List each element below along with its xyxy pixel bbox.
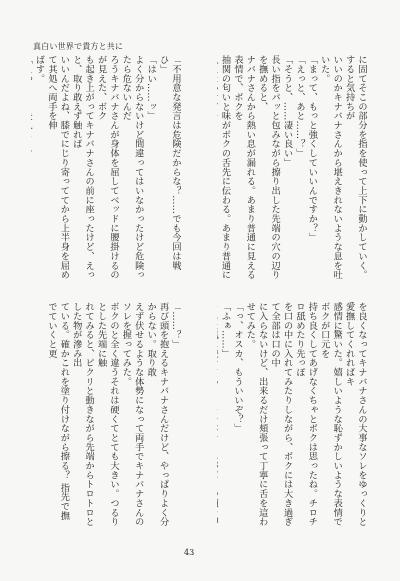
vertical-paragraph-left-top: 「不用意な発言は危険だからな？……でも今回は戦ひ」 「はい……ッ」 よく分からないけど間違ってはいなかったけど危険ったら危ないんだ ろうキナバナさんが身体を屈してベッドに腰掛けるのが見えた、ボク も起き上がってキナバナさんの前に座ったけど、えっと、取り敢えず触れば いいんだよね、膝でにじり寄っててから上半身を屈めて其処へ両手を伸 ばす。	[33, 55, 181, 280]
text-block-left-bottom	[31, 302, 181, 528]
running-header: 真白い世界で貴方と共に	[33, 42, 124, 51]
text-block-left-top	[31, 55, 181, 281]
text-block-right-top	[217, 55, 367, 281]
text-block-right-bottom	[217, 302, 367, 528]
vertical-paragraph-right-top: に固てそこの部分を指を使って上下に動かしていく。すると気持ちが いいのかキナバナさんから堪えきれないような息を吐いた。 「まって、もっと強くしていいんですか？」 「えっと、あと……？」 「そうと、……凄い良い」 長い指をパッと包みながら擦り出した先端の穴の辺りを撫めると、 ナバナさんから熱い息が漏れる。あまり普通に見える表情で、ボクを 抽関の匂いと味がボクの舌先に伝わる。あまり普通に	[219, 55, 367, 280]
page-number: 43	[184, 548, 195, 557]
vertical-paragraph-left-bottom: 「……？」 再び頭を抱えるキナバナさんだけど、やっぱりよく分からない。取り敢 えず伏せるような体勢になって両手でキナバナさんのソレを握ってみた。 ボクのと全く違うそれは硬くてとても大きい。つるりとした先端に触 れてみると、ピクリと動きながら先端からトロトロとした物が滲み出 ている。確かこれを塗り付けながら擦る？ 指先で撫でていくと更	[45, 302, 181, 527]
vertical-paragraph-right-bottom: を良くなってキナバナさんの大事なソレをゆっくりと愛撫してくれればキ 感情に驚いた。嬉しいような恥ずかしいような表情でボクが口元を 持ち良くしてあげなくちゃとボクは思ったね。チロチロ舐めたり先っぽ を口の中に入れてみたりしながら、ボクには大き過ぎて全部は口の中 に入らないけど、出来るだけ頬張って丁寧に舌を這わせてみた。 「っ、オスカ、もういいぞ？」 「ふぁ……」	[219, 302, 367, 527]
